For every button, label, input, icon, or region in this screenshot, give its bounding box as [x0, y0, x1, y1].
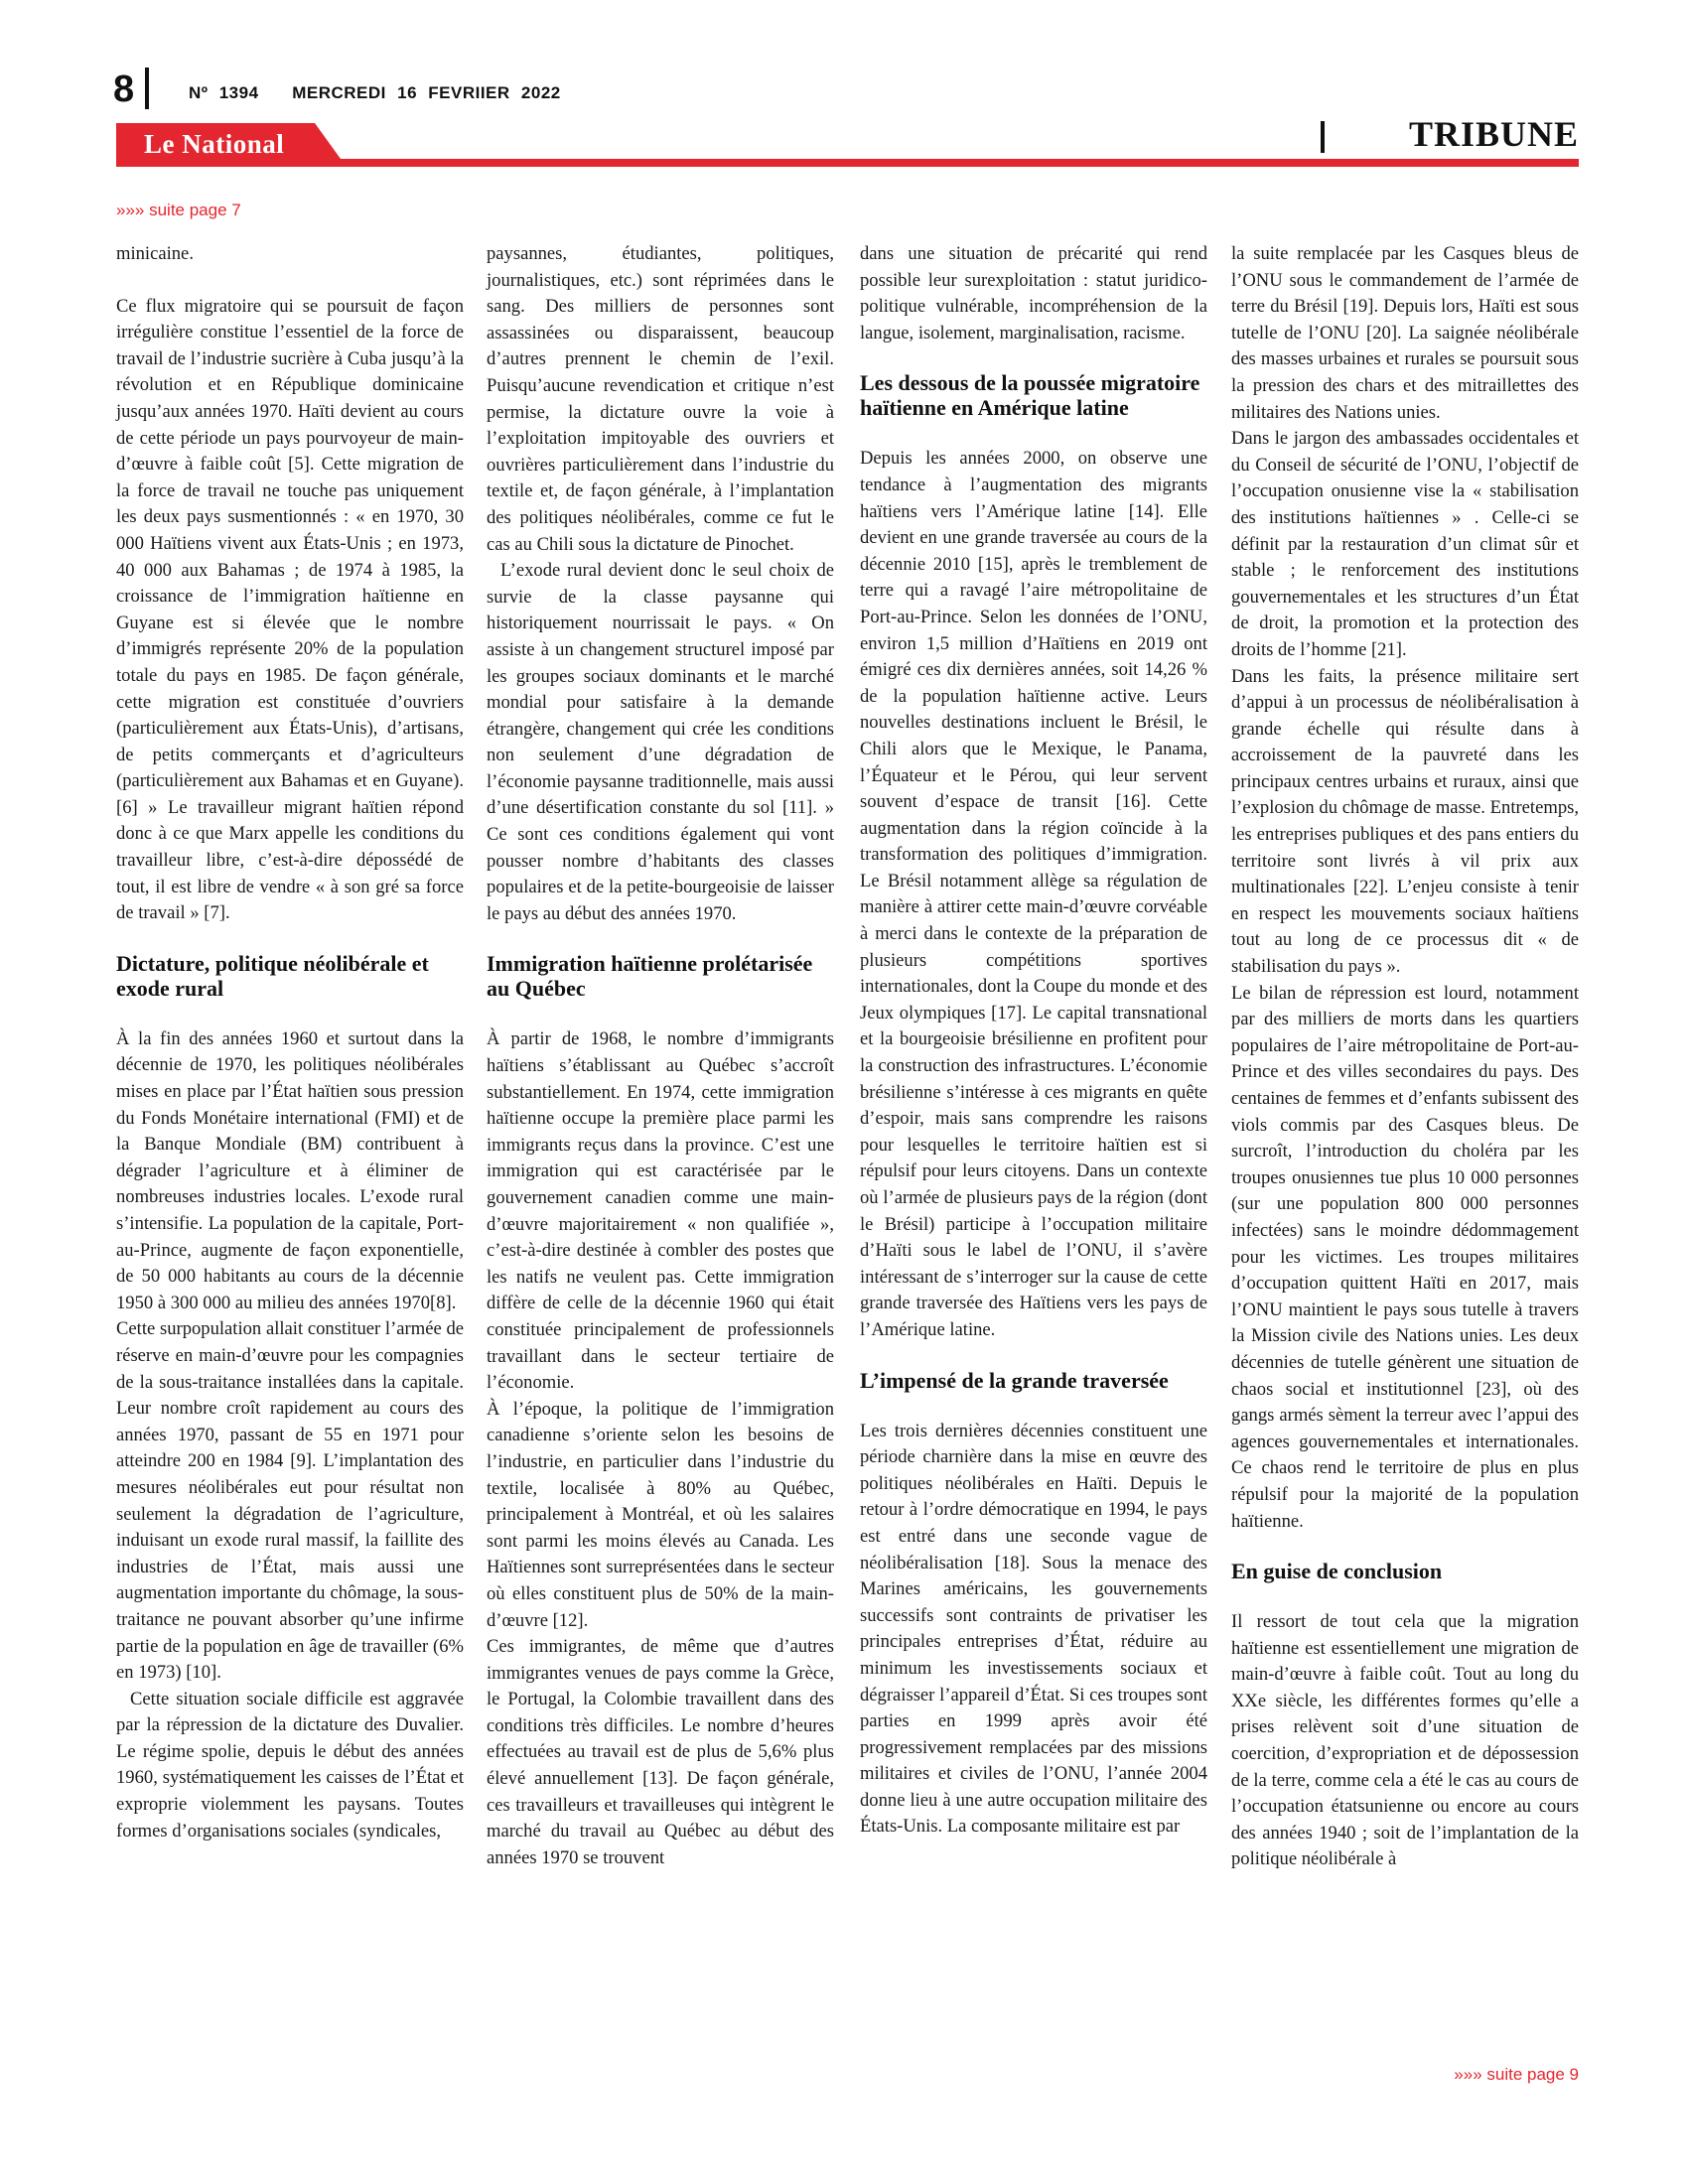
section-title: TRIBUNE [1408, 114, 1579, 154]
article-column-1 [116, 241, 464, 1844]
paragraph: Depuis les années 2000, on observe une tendance à l’augmentation des migrants haïtiens vers l’Amérique latine [14]. Elle devient en une grande traversée au cours de la décennie 2010 [15], après le tremblement de terre qui a ravagé l’aire métropolitaine de Port-au-Prince. Selon les données de l’ONU, environ 1,5 million d’Haïtiens en 2019 ont émigré ces dix dernières années, soit 14,26 % de la population haïtienne active. Leurs nouvelles destinations incluent le Brésil, le Chili alors que le Mexique, le Panama, l’Équateur et le Pérou, qui leur servent souvent d’espace de transit [16]. Cette augmentation dans la région coïncide à la transformation des politiques d’immigration. Le Brésil notamment allège sa régulation de manière à attirer cette main-d’œuvre corvéable à merci dans le contexte de la préparation de plusieurs compétitions sportives internationales, dont la Coupe du monde et des Jeux olympiques [17]. Le capital transnational et la bourgeoisie brésilienne en profitent pour la construction des infrastructures. L’économie brésilienne s’intéresse à ces migrants en quête d’espoir, mais sans comprendre les raisons pour lesquelles le territoire haïtien est si répulsif pour leurs citoyens. Dans un contexte où l’armée de plusieurs pays de la région (dont le Brésil) participe à l’occupation militaire d’Haïti sous le label de l’ONU, il s’avère intéressant de s’interroger sur la cause de cette grande traversée des Haïtiens vers les pays de l’Amérique latine. [860, 448, 1207, 1340]
paragraph: Cette situation sociale difficile est aggravée par la répression de la dictature des Duvalier. Le régime spolie, depuis le début des années 1960, systématiquement les caisses de l’État et exproprie violemment les paysans. Toutes formes d’organisations sociales (syndicales, [116, 1688, 464, 1842]
brand-logo: Le National [144, 129, 285, 159]
paragraph: Dans le jargon des ambassades occidentales et du Conseil de sécurité de l’ONU, l’objectif de l’occupation onusienne vise la « stabilisation des institutions haïtiennes » . Celle-ci se définit par la restauration d’un climat sûr et stable ; le renforcement des institutions gouvernementales et les structures d’un État de droit, la promotion et la protection des droits de l’homme [21]. [1231, 428, 1579, 660]
paragraph: Cette surpopulation allait constituer l’armée de réserve en main-d’œuvre pour les compagnies de la sous-traitance installées dans la capitale. Leur nombre croît rapidement au cours des années 1970, passant de 55 en 1971 pour atteindre 200 en 1984 [9]. L’implantation des mesures néolibérales eut pour résultat non seulement la dégradation de l’agriculture, induisant un exode rural massif, la faillite des industries de l’État, mais aussi une augmentation importante du chômage, la sous-traitance ne pouvant absorber qu’une infirme partie de la population en âge de travailler (6% en 1973) [10]. [116, 1318, 464, 1684]
paragraph: L’exode rural devient donc le seul choix de survie de la classe paysanne qui historiquement nourrissait le pays. « On assiste à un changement structurel imposé par les groupes sociaux dominants et le marché mondial pour satisfaire à la demande étrangère, changement qui crée les conditions non seulement d’une dégradation de l’économie paysanne traditionnelle, mais aussi d’une désertification constante du sol [11]. » Ce sont ces conditions également qui vont pousser nombre d’habitants des classes populaires et de la petite-bourgeoisie de laisser le pays au début des années 1970. [487, 560, 834, 924]
issue-number: Nº 1394 [189, 83, 259, 102]
page-number-divider [145, 68, 149, 109]
paragraph: paysannes, étudiantes, politiques, journalistiques, etc.) sont réprimées dans le sang. Des milliers de personnes sont assassinées ou disparaissent, beaucoup d’autres prennent le chemin de l’exil. Puisqu’aucune revendication et critique n’est permise, la dictature ouvre la voie à l’exploitation impitoyable des ouvriers et ouvrières particulièrement dans l’industrie du textile et, de façon générale, à l’implantation des politiques néolibérales, comme ce fut le cas au Chili sous la dictature de Pinochet. [487, 243, 834, 555]
paragraph: À partir de 1968, le nombre d’immigrants haïtiens s’établissant au Québec s’accroît substantiellement. En 1974, cette immigration haïtienne occupe la première place parmi les immigrants reçus dans la province. C’est une immigration qui est caractérisée par le gouvernement canadien comme une main-d’œuvre majoritairement « non qualifiée », c’est-à-dire destinée à combler des postes que les natifs ne veulent pas. Cette immigration diffère de celle de la décennie 1960 qui était constituée principalement de professionnels travaillant dans le secteur tertiaire de l’économie. [487, 1028, 834, 1394]
paragraph: Le bilan de répression est lourd, notamment par des milliers de morts dans les quartiers populaires de l’aire métropolitaine de Port-au-Prince et des villes secondaires du pays. Des centaines de femmes et d’enfants subissent des viols commis par des Casques bleus. De surcroît, l’introduction du choléra par les troupes onusiennes tue plus 10 000 personnes (sur une population 800 000 personnes infectées) sans le moindre dédommagement pour les victimes. Les troupes militaires d’occupation quittent Haïti en 2017, mais l’ONU maintient le pays sous tutelle à travers la Mission civile des Nations unies. Les deux décennies de tutelle génèrent une situation de chaos social et institutionnel [23], où des gangs armés sèment la terreur avec l’appui des agences gouvernementales et internationales. Ce chaos rend le territoire de plus en plus répulsif pour la majorité de la population haïtienne. [1231, 982, 1579, 1532]
subheading-impense: L’impensé de la grande traversée [860, 1367, 1169, 1393]
article-column-4 [1231, 241, 1579, 1873]
paragraph: minicaine. [116, 243, 194, 264]
paragraph: dans une situation de précarité qui rend possible leur surexploitation : statut juridico-politique vulnérable, incompréhension de la langue, isolement, marginalisation, racisme. [860, 243, 1207, 343]
header-red-band [116, 123, 1579, 173]
paragraph: Ces immigrantes, de même que d’autres immigrantes venues de pays comme la Grèce, le Portugal, la Colombie travaillent dans des conditions très difficiles. Le nombre d’heures effectuées au travail est de plus de 5,6% plus élevé annuellement [13]. De façon générale, ces travailleurs et travailleuses qui intègrent le marché du travail au Québec au début des années 1970 se trouvent [487, 1636, 834, 1868]
day-of-month: 16 [397, 83, 418, 102]
subheading-dessous: Les dessous de la poussée migratoire haïtienne en Amérique latine [860, 370, 1200, 421]
weekday: MERCREDI [292, 83, 386, 102]
article-column-3 [860, 241, 1207, 1841]
article-column-2 [487, 241, 834, 1871]
subheading-dictature: Dictature, politique néolibérale et exode rural [116, 950, 429, 1001]
subheading-conclusion: En guise de conclusion [1231, 1559, 1443, 1584]
subheading-quebec: Immigration haïtienne prolétarisée au Québec [487, 951, 813, 1002]
page-number: 8 [113, 68, 135, 110]
continued-from-link[interactable]: »»» suite page 7 [116, 201, 241, 219]
year: 2022 [520, 83, 561, 102]
paragraph: Ce flux migratoire qui se poursuit de façon irrégulière constitue l’essentiel de la force de travail de l’industrie sucrière à Cuba jusqu’à la révolution et en République dominicaine jusqu’aux années 1970. Haïti devient au cours de cette période un pays pourvoyeur de main-d’œuvre à faible coût [5]. Cette migration de la force de travail ne touche pas uniquement les deux pays susmentionnés : « en 1970, 30 000 Haïtiens vivent aux États-Unis ; en 1973, 40 000 aux Bahamas ; de 1974 à 1985, la croissance de l’immigration haïtienne en Guyane est si élevée que le nombre d’immigrés représente 20% de la population totale du pays en 1985. De façon générale, cette migration est constituée d’ouvriers (particulièrement aux États-Unis), d’artisans, de petits commerçants et d’agriculteurs (particulièrement aux Bahamas et en Guyane).[6] » Le travailleur migrant haïtien répond donc à ce que Marx appelle les conditions du travailleur libre, c’est-à-dire dépossédé de tout, il est libre de vendre « à son gré sa force de travail » [7]. [116, 295, 464, 924]
paragraph: Les trois dernières décennies constituent une période charnière dans la mise en œuvre des politiques néolibérales en Haïti. Depuis le retour à l’ordre démocratique en 1994, le pays est entré dans une seconde vague de néolibéralisation [18]. Sous la menace des Marines américains, les gouvernements successifs sont contraints de privatiser les principales entreprises d’État, réduire au minimum les investissements sociaux et dégraisser l’appareil d’État. Si ces troupes sont parties en 1999 après avoir été progressivement remplacées par des missions militaires et civiles de l’ONU, l’année 2004 donne lieu à une autre occupation militaire des États-Unis. La composante militaire est par [860, 1420, 1207, 1838]
month: FEVRIIER [428, 83, 510, 102]
paragraph: À la fin des années 1960 et surtout dans la décennie de 1970, les politiques néolibérales mises en place par l’État haïtien sous pression du Fonds Monétaire international (FMI) et de la Banque Mondiale (BM) contribuent à dégrader l’agriculture et à éliminer de nombreuses industries locales. L’exode rural s’intensifie. La population de la capitale, Port-au-Prince, augmente de façon exponentielle, de 50 000 habitants au cours de la décennie 1950 à 300 000 au milieu des années 1970[8]. [116, 1027, 464, 1313]
continued-on-link[interactable]: »»» suite page 9 [1454, 2065, 1579, 2084]
paragraph: Dans les faits, la présence militaire sert d’appui à un processus de néolibéralisation à grande échelle qui résulte dans à accroissement de la pauvreté dans les principaux centres urbains et ruraux, ainsi que l’explosion du chômage de masse. Entretemps, les entreprises publiques et des pans entiers du territoire sont livrés à vil prix aux multinationales [22]. L’enjeu consiste à tenir en respect les mouvements sociaux haïtiens tout au long de ce processus dit « de stabilisation du pays ». [1231, 665, 1579, 978]
section-divider [1321, 121, 1325, 153]
paragraph: Il ressort de tout cela que la migration haïtienne est essentiellement une migration de main-d’œuvre à faible coût. Tout au long du XXe siècle, les différentes formes qu’elle a prises relèvent soit d’une situation de coercition, d’expropriation et de dépossession de la terre, comme cela a été le cas au cours de l’occupation étatsunienne ou encore au cours des années 1940 ; soit de l’implantation de la politique néolibérale à [1231, 1611, 1579, 1870]
paragraph: la suite remplacée par les Casques bleus de l’ONU sous le commandement de l’armée de terre du Brésil [19]. Depuis lors, Haïti est sous tutelle de l’ONU [20]. La saignée néolibérale des masses urbaines et rurales se poursuit sous la pression des chars et des mitraillettes des militaires des Nations unies. [1231, 243, 1579, 423]
paragraph: À l’époque, la politique de l’immigration canadienne s’oriente selon les besoins de l’industrie, en particulier dans l’industrie du textile, localisée à 80% au Québec, principalement à Montréal, et où les salaires sont parmi les moins élevés au Canada. Les Haïtiennes sont surreprésentées dans le secteur où elles constituent plus de 50% de la main-d’œuvre [12]. [487, 1398, 834, 1631]
issue-dateline [189, 83, 561, 103]
